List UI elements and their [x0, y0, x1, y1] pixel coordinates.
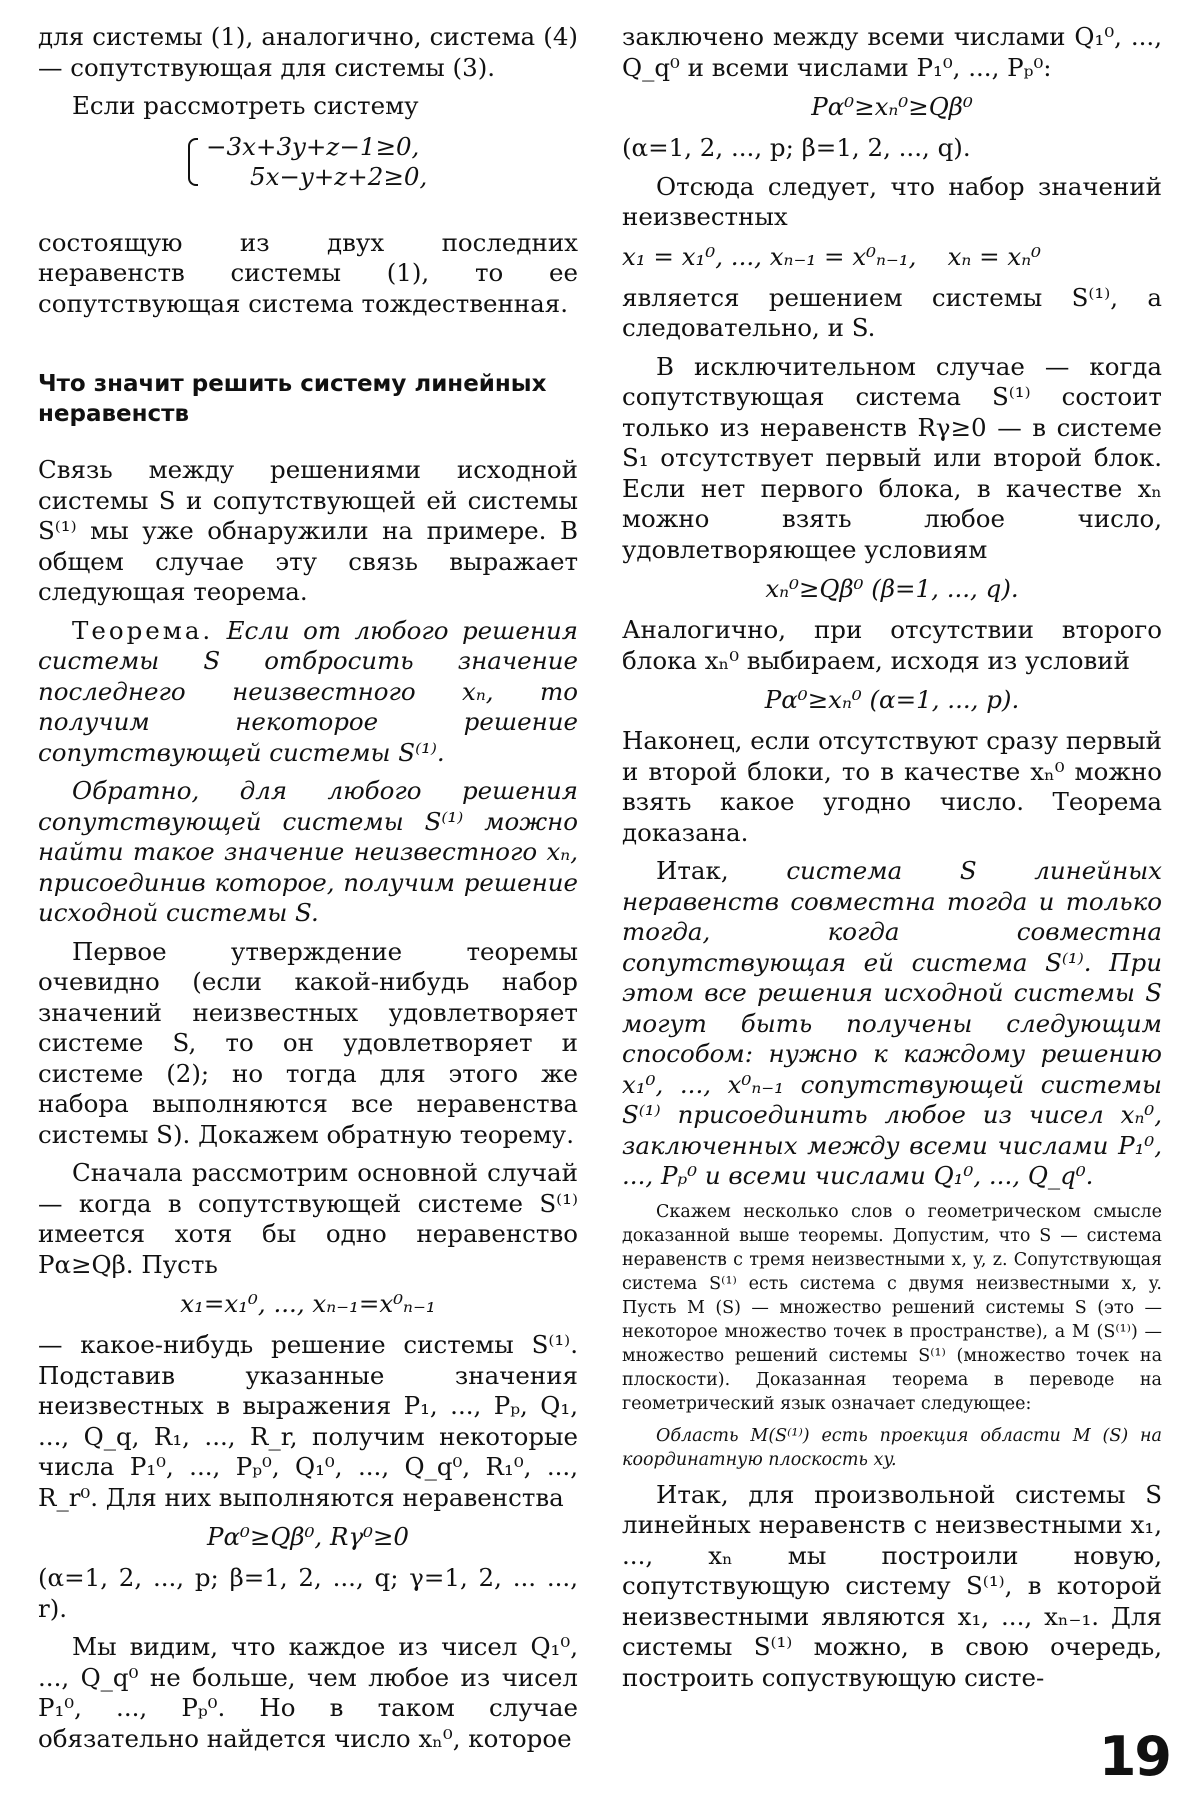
paragraph: (α=1, 2, ..., p; β=1, 2, ..., q; γ=1, 2, ... ..., r).	[38, 1563, 578, 1623]
paragraph: Первое утверждение теоремы очевидно (если какой-нибудь набор значений неизвестных удовлетворяет системе S, то он удовлетворяет и системе (2); но тогда для этого же набора выполняются все неравенства системы S). Докажем обратную теорему.	[38, 936, 578, 1149]
paragraph: состоящую из двух последних неравенств системы (1), то ее сопутствующая система тождественная.	[38, 227, 578, 318]
paragraph: заключено между всеми числами Q₁⁰, ..., Q_q⁰ и всеми числами P₁⁰, ..., Pₚ⁰:	[622, 22, 1162, 82]
theorem-text: Если от любого решения системы S отбросить значение последнего неизвестного xₙ, то получим некоторое решение сопутствующей системы S⁽¹⁾.	[38, 615, 578, 767]
conclusion-text: система S линейных неравенств совместна тогда и только тогда, когда совместна сопутствующая ей система S⁽¹⁾. При этом все решения исходной системы S могут быть получены следующим способом: нужно к каждому решению x₁⁰, ..., x⁰ₙ₋₁ сопутствующей системы S⁽¹⁾ присоединить любое из чисел xₙ⁰, заключенных между всеми числами P₁⁰, ..., Pₚ⁰ и всеми числами Q₁⁰, ..., Q_q⁰.	[622, 856, 1162, 1190]
paragraph: является решением системы S⁽¹⁾, а следовательно, и S.	[622, 282, 1162, 342]
formula: Pα⁰≥Qβ⁰, Rγ⁰≥0	[206, 1522, 410, 1551]
theorem-label: Теорема.	[72, 615, 214, 645]
formula: Pα⁰≥xₙ⁰ (α=1, ..., p).	[764, 685, 1020, 714]
formula: x₁=x₁⁰, ..., xₙ₋₁=x⁰ₙ₋₁	[180, 1289, 436, 1318]
paragraph: Обратно, для любого решения сопутствующей системы S⁽¹⁾ можно найти такое значение неизвестного xₙ, присоединив которое, получим решение исходной системы S.	[38, 776, 578, 927]
note-paragraph: Скажем несколько слов о геометрическом смысле доказанной выше теоремы. Допустим, что S — система неравенств с тремя неизвестными x, y, z. Сопутствующая система S⁽¹⁾ есть система с двумя неизвестными x, y. Пусть M (S) — множество решений системы S (это — некоторое множество точек в пространстве), а M (S⁽¹⁾) — множество решений системы S⁽¹⁾ (множество точек на плоскости). Доказанная теорема в переводе на геометрический язык означает следующее:	[622, 1201, 1162, 1414]
inequality-system	[188, 132, 578, 192]
formula: xₙ⁰≥Qβ⁰ (β=1, ..., q).	[765, 574, 1019, 603]
left-column	[38, 22, 578, 1762]
system-row: 5x−y+z+2≥0,	[250, 161, 428, 191]
right-column	[622, 22, 1162, 1701]
lead-text: Итак,	[656, 856, 729, 885]
paragraph: — какое-нибудь решение системы S⁽¹⁾. Подставив указанные значения неизвестных в выражения P₁, ..., Pₚ, Q₁, ..., Q_q, R₁, ..., R_r, получим некоторые числа P₁⁰, ..., Pₚ⁰, Q₁⁰, ..., Q_q⁰, R₁⁰, ..., R_r⁰. Для них выполняются неравенства	[38, 1330, 578, 1512]
paragraph: Связь между решениями исходной системы S и сопутствующей ей системы S⁽¹⁾ мы уже обнаружили на примере. В общем случае эту связь выражает следующая теорема.	[38, 455, 578, 606]
paragraph: Сначала рассмотрим основной случай — когда в сопутствующей системе S⁽¹⁾ имеется хотя бы одно неравенство Pα≥Qβ. Пусть	[38, 1158, 578, 1279]
paragraph: Аналогично, при отсутствии второго блока xₙ⁰ выбираем, исходя из условий	[622, 615, 1162, 675]
paragraph: Если рассмотреть систему	[72, 91, 419, 120]
paragraph: (α=1, 2, ..., p; β=1, 2, ..., q).	[622, 133, 971, 162]
note-paragraph: Область M(S⁽¹⁾) есть проекция области M (S) на координатную плоскость xy.	[622, 1425, 1162, 1470]
page-number: 19	[1098, 1725, 1170, 1788]
paragraph: Итак, для произвольной системы S линейных неравенств с неизвестными x₁, ..., xₙ мы построили новую, сопутствующую систему S⁽¹⁾, в которой неизвестными являются x₁, ..., xₙ₋₁. Для системы S⁽¹⁾ можно, в свою очередь, построить сопуствующую систе-	[622, 1479, 1162, 1692]
theorem	[38, 616, 578, 769]
section-heading: Что значит решить систему линейных неравенств	[38, 371, 547, 427]
paragraph	[622, 856, 1162, 1192]
paragraph: Мы видим, что каждое из чисел Q₁⁰, ..., Q_q⁰ не больше, чем любое из чисел P₁⁰, ..., Pₚ⁰. Но в таком случае обязательно найдется число xₙ⁰, которое	[38, 1632, 578, 1753]
paragraph: для системы (1), аналогично, система (4) — сопутствующая для системы (3).	[38, 22, 578, 82]
formula: x₁ = x₁⁰, ..., xₙ₋₁ = x⁰ₙ₋₁, xₙ = xₙ⁰	[622, 241, 1042, 271]
paragraph: В исключительном случае — когда сопутствующая система S⁽¹⁾ состоит только из неравенств Rγ≥0 — в системе S₁ отсутствует первый или второй блок. Если нет первого блока, в качестве xₙ можно взять любое число, удовлетворяющее условиям	[622, 351, 1162, 564]
formula: Pα⁰≥xₙ⁰≥Qβ⁰	[811, 92, 973, 121]
system-row: −3x+3y+z−1≥0,	[206, 131, 420, 161]
paragraph: Отсюда следует, что набор значений неизвестных	[622, 171, 1162, 231]
paragraph: Наконец, если отсутствуют сразу первый и второй блоки, то в качестве xₙ⁰ можно взять какое угодно число. Теорема доказана.	[622, 726, 1162, 847]
